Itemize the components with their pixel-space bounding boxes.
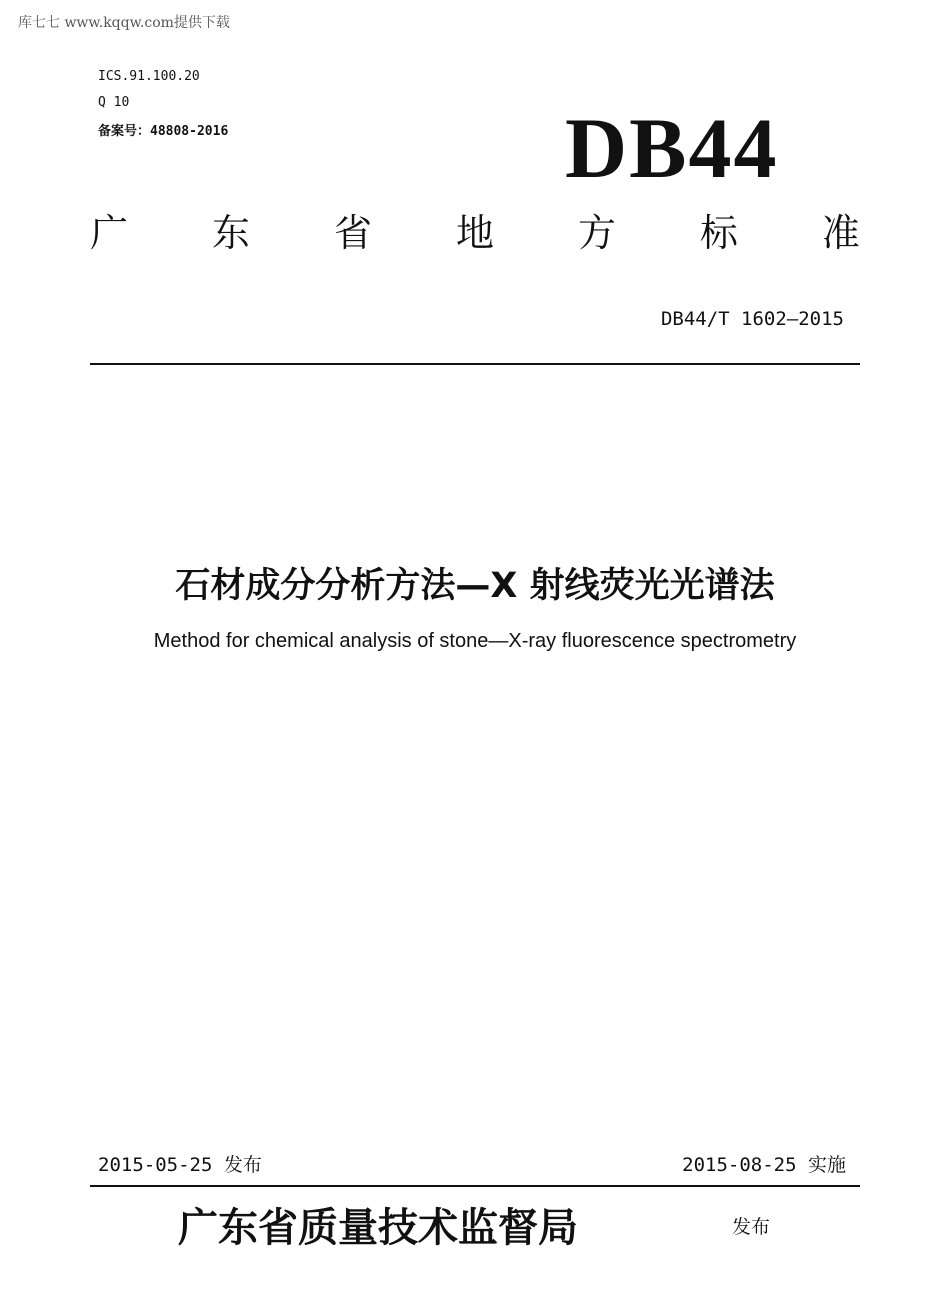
top-divider — [90, 363, 860, 365]
issue-label: 发布 — [732, 1216, 771, 1238]
document-title-chinese: 石材成分分析方法—X 射线荧光光谱法 — [175, 566, 775, 606]
record-number: 备案号：48808-2016 — [98, 124, 229, 139]
release-date: 2015-05-25 发布 — [98, 1154, 262, 1176]
standard-type-heading — [90, 211, 860, 255]
ics-code: ICS.91.100.20 — [98, 69, 200, 84]
bottom-divider — [90, 1185, 860, 1187]
standard-type-char: 准 — [821, 211, 860, 255]
db44-logo: DB44 — [565, 100, 779, 196]
standard-type-char: 标 — [699, 211, 738, 255]
ccs-code: Q 10 — [98, 95, 130, 110]
download-watermark: 库七七 www.kqqw.com提供下载 — [18, 15, 230, 31]
standard-type-char: 地 — [455, 211, 494, 255]
document-title-english: Method for chemical analysis of stone—X-ray fluorescence spectrometry — [153, 630, 797, 652]
standard-type-char: 广 — [90, 211, 129, 255]
standard-type-char: 省 — [333, 211, 372, 255]
implementation-date: 2015-08-25 实施 — [682, 1154, 846, 1176]
issuing-authority: 广东省质量技术监督局 — [178, 1204, 578, 1251]
standard-type-char: 方 — [577, 211, 616, 255]
standard-type-char: 东 — [211, 211, 250, 255]
standard-number: DB44/T 1602—2015 — [660, 308, 844, 330]
